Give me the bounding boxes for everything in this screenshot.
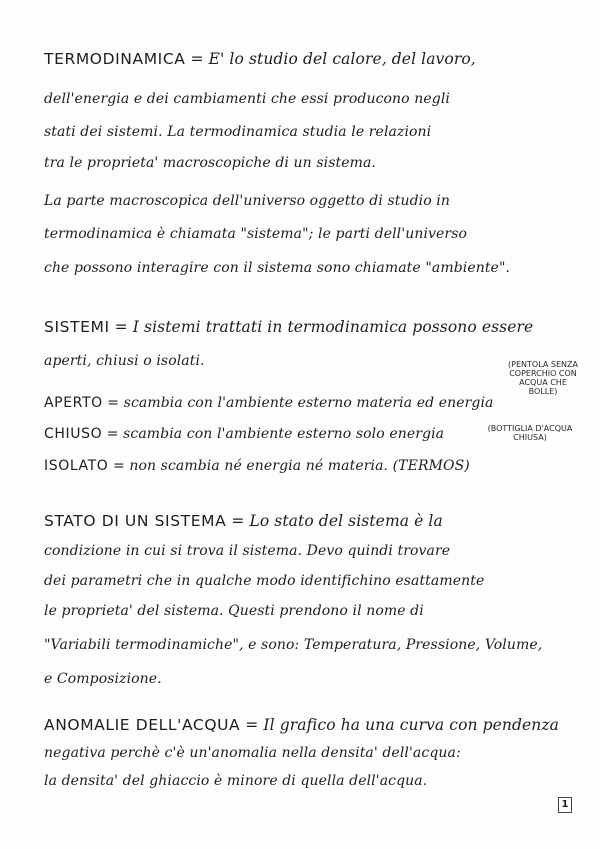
termodinamica-line-6: termodinamica è chiamata "sistema"; le parti dell'universo bbox=[44, 226, 468, 242]
sistemi-line-2: aperti, chiusi o isolati. bbox=[44, 353, 205, 369]
aperto-example-note: (PENTOLA SENZA COPERCHIO CON ACQUA CHE BOLLE) bbox=[508, 360, 578, 396]
sistemi-heading: SISTEMI bbox=[44, 318, 110, 336]
stato-line-5: "Variabili termodinamiche", e sono: Temperatura, Pressione, Volume, bbox=[44, 637, 543, 653]
termodinamica-line-1 bbox=[44, 50, 476, 68]
sistemi-line-1 bbox=[44, 318, 533, 336]
chiuso-example-note: (BOTTIGLIA D'ACQUA CHIUSA) bbox=[487, 424, 573, 442]
sistema-isolato-label: ISOLATO bbox=[44, 458, 109, 474]
sistema-aperto-text: = scambia con l'ambiente esterno materia ed energia bbox=[102, 395, 494, 411]
anomalie-line-1 bbox=[44, 716, 559, 734]
termodinamica-heading: TERMODINAMICA bbox=[44, 50, 186, 68]
sistema-isolato-text: = non scambia né energia né materia. (TERMOS) bbox=[108, 458, 470, 474]
stato-line-6: e Composizione. bbox=[44, 671, 162, 687]
anomalie-line-3: la densita' del ghiaccio è minore di quella dell'acqua. bbox=[44, 773, 428, 789]
sistema-isolato-line bbox=[44, 458, 470, 474]
sistema-aperto-line bbox=[44, 395, 493, 411]
termodinamica-line-2: dell'energia e dei cambiamenti che essi producono negli bbox=[44, 91, 450, 107]
termodinamica-line-5: La parte macroscopica dell'universo oggetto di studio in bbox=[44, 193, 450, 209]
sistema-chiuso-text: = scambia con l'ambiente esterno solo energia bbox=[102, 426, 445, 442]
page-number: 1 bbox=[558, 797, 572, 813]
stato-definition: = Lo stato del sistema è la bbox=[226, 512, 443, 530]
termodinamica-line-7: che possono interagire con il sistema sono chiamate "ambiente". bbox=[44, 260, 511, 276]
sistema-chiuso-line bbox=[44, 426, 444, 442]
stato-line-2: condizione in cui si trova il sistema. Devo quindi trovare bbox=[44, 543, 451, 559]
stato-line-4: le proprieta' del sistema. Questi prendono il nome di bbox=[44, 603, 424, 619]
termodinamica-definition: = E' lo studio del calore, del lavoro, bbox=[185, 50, 476, 68]
sistema-aperto-label: APERTO bbox=[44, 395, 103, 411]
termodinamica-line-3: stati dei sistemi. La termodinamica studia le relazioni bbox=[44, 124, 432, 140]
termodinamica-line-4: tra le proprieta' macroscopiche di un sistema. bbox=[44, 155, 376, 171]
stato-line-3: dei parametri che in qualche modo identifichino esattamente bbox=[44, 573, 485, 589]
stato-heading: STATO DI UN SISTEMA bbox=[44, 512, 227, 530]
anomalie-heading: ANOMALIE DELL'ACQUA bbox=[44, 716, 241, 734]
anomalie-definition: = Il grafico ha una curva con pendenza bbox=[240, 716, 559, 734]
stato-line-1 bbox=[44, 512, 443, 530]
sistema-chiuso-label: CHIUSO bbox=[44, 426, 103, 442]
anomalie-line-2: negativa perchè c'è un'anomalia nella densita' dell'acqua: bbox=[44, 745, 461, 761]
sistemi-definition: = I sistemi trattati in termodinamica possono essere bbox=[109, 318, 534, 336]
